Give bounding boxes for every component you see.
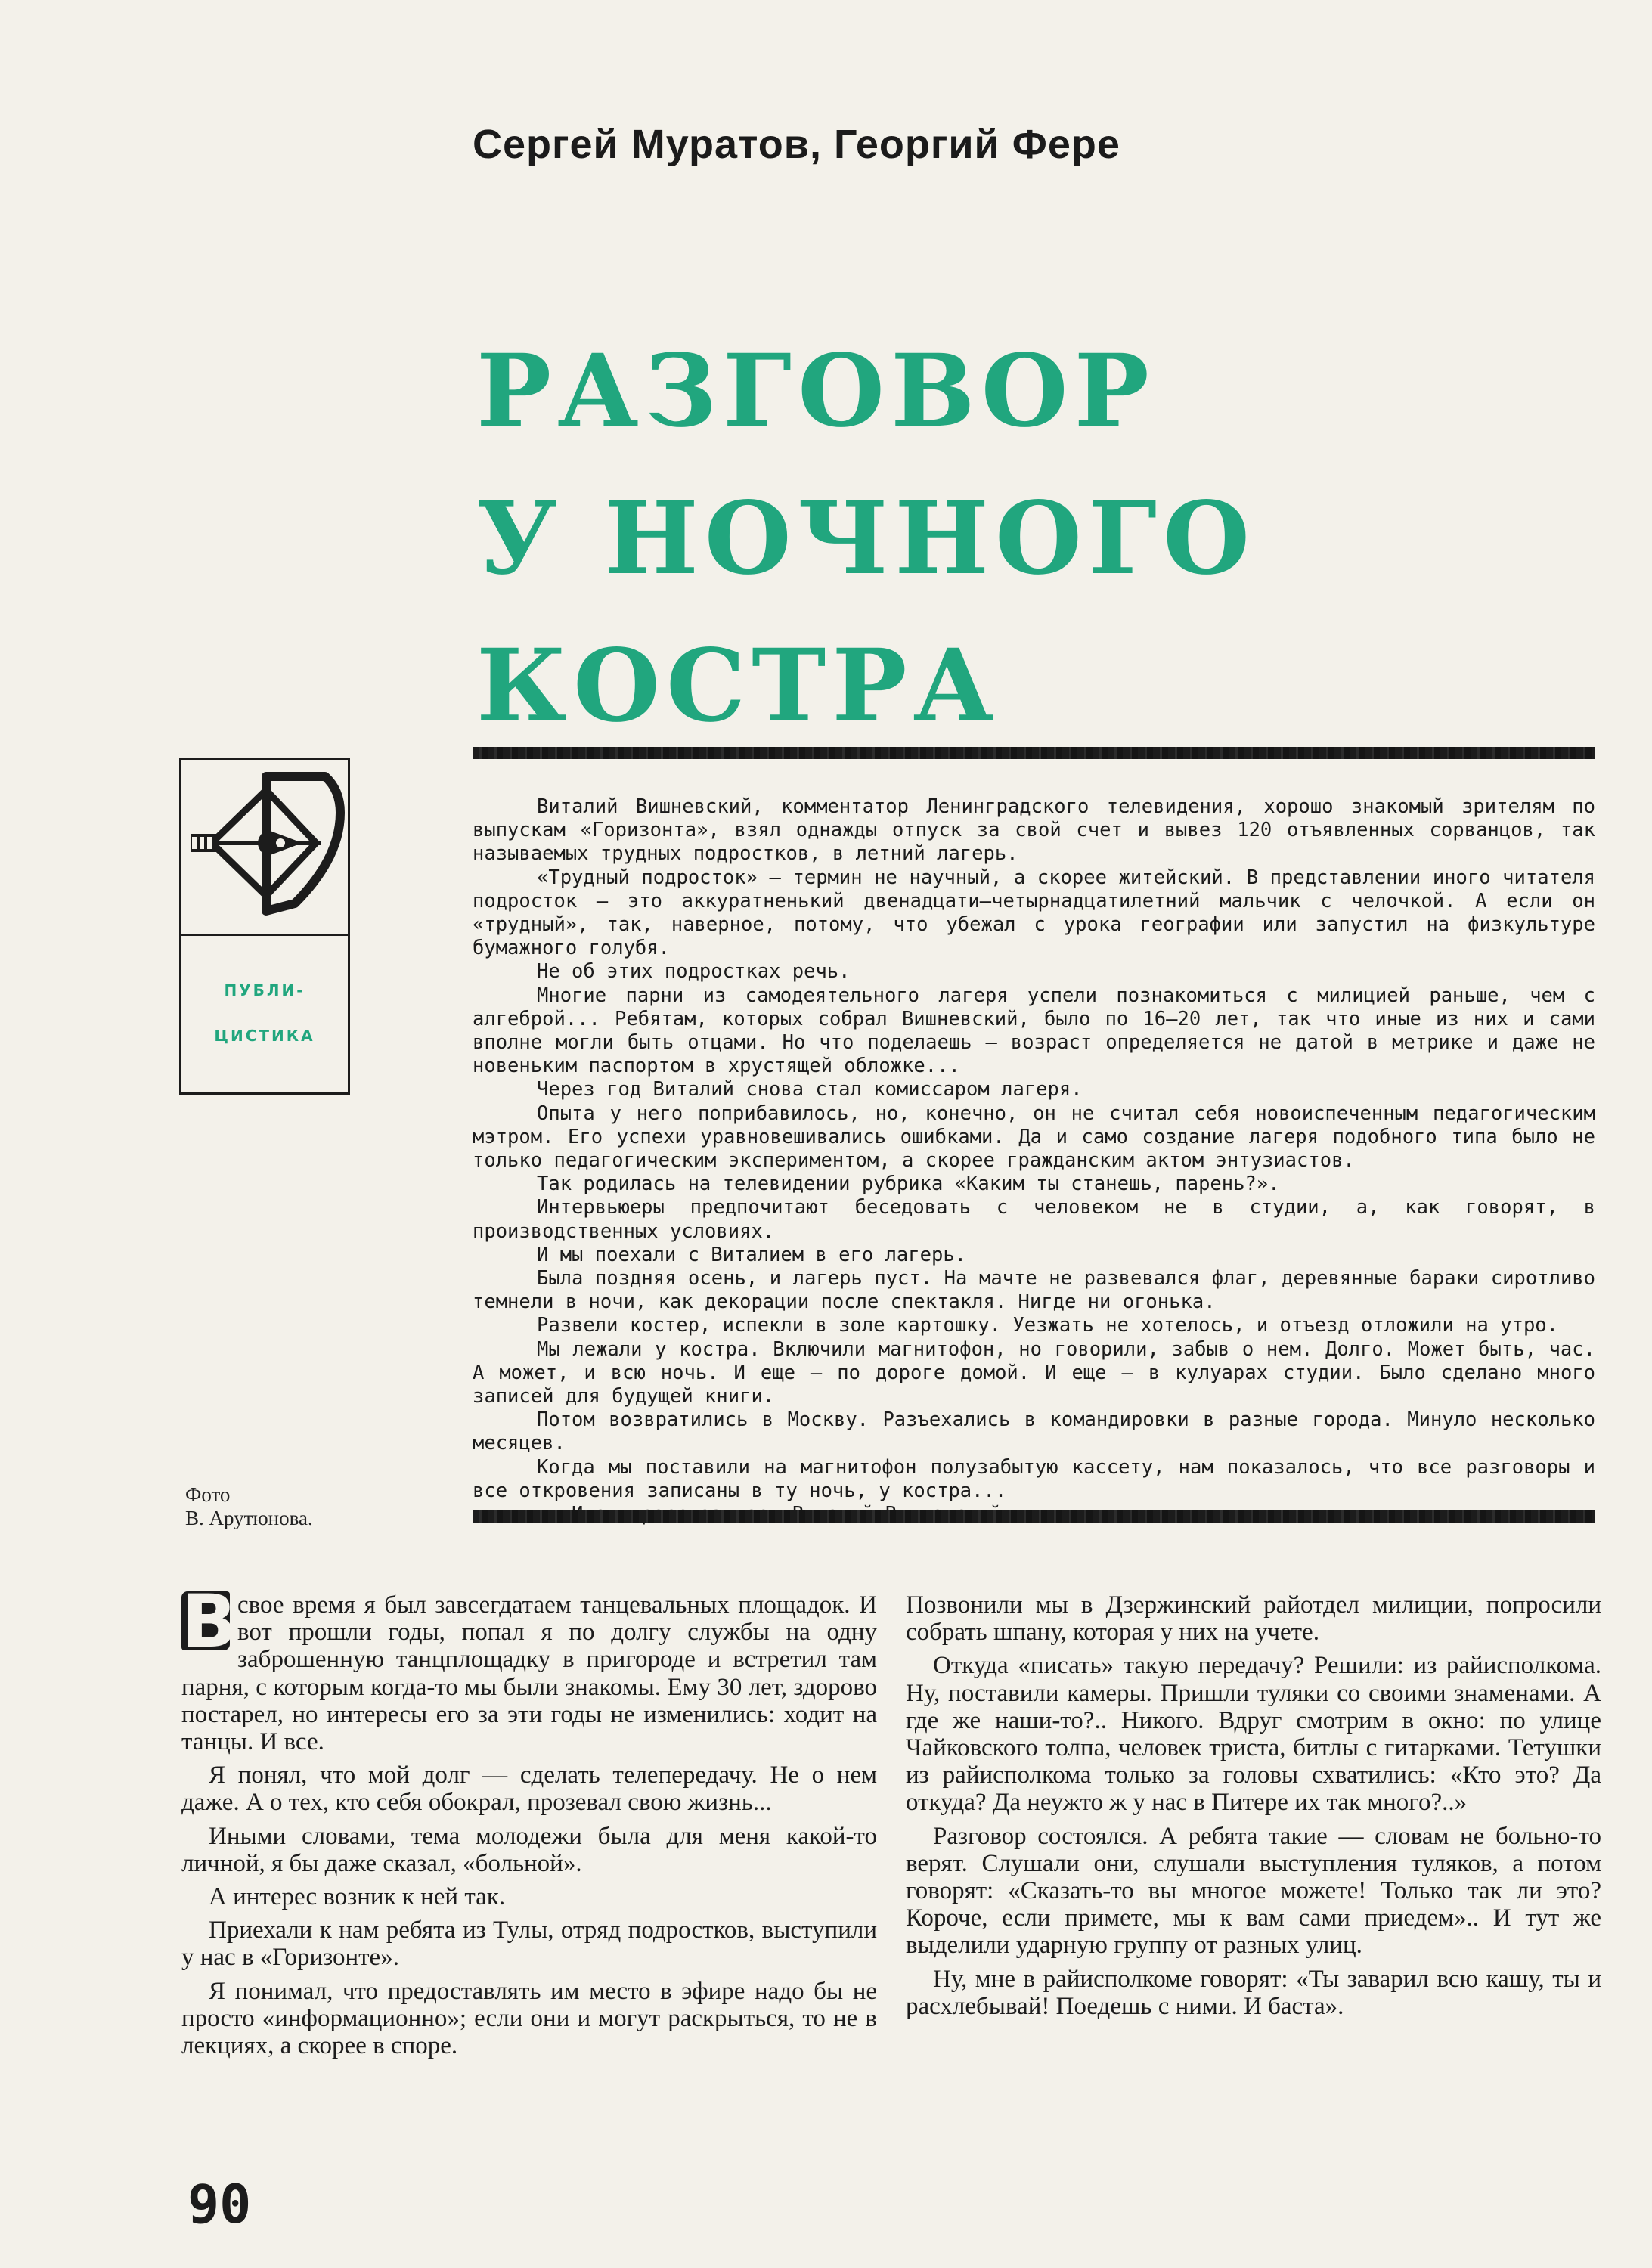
intro-paragraph: Не об этих подростках речь. <box>537 960 851 984</box>
paragraph: Откуда «писать» такую передачу? Решили: из райисполкома. Ну, поставили камеры. Пришли туляки со своими знаменами. А где же наши-то?.. Никого. Вдруг смотрим в окно: по улице Чайковского толпа, человек триста, битлы с гитарками. Тетушки из райисполкома только за головы схватились: «Кто это? Да откуда? Да неужто ж у нас в Питере их так много?..» <box>906 1652 1601 1817</box>
title-line: КОСТРА <box>476 627 1001 745</box>
intro-paragraph: Опыта у него поприбавилось, но, конечно, он не считал себя новоиспеченным педагогическим мэтром. Его успехи уравновешивались ошибками. Да и само создание лагеря подобного типа было не только педагогическим экспериментом, а скорее гражданским актом энтузиастов. <box>473 1101 1595 1173</box>
paragraph: Я понял, что мой долг — сделать телепередачу. Не о нем даже. А о тех, кто себя обокрал, прозевал свою жизнь... <box>181 1761 877 1817</box>
title-line: У НОЧНОГО <box>476 480 1257 597</box>
title-line: РАЗГОВОР <box>476 333 1155 450</box>
intro-paragraph: Потом возвратились в Москву. Разъехались в командировки в разные города. Минуло несколько месяцев. <box>473 1408 1595 1455</box>
paragraph: Приехали к нам ребята из Тулы, отряд подростков, выступили у нас в «Горизонте». <box>181 1916 877 1972</box>
photo-credit: Фото В. Арутюнова. <box>185 1483 313 1529</box>
bottom-divider <box>473 1510 1595 1523</box>
intro-paragraph: Когда мы поставили на магнитофон полузабытую кассету, нам показалось, что все разговоры и все откровения записаны в ту ночь, у костра... <box>473 1455 1595 1502</box>
paragraph: Разговор состоялся. А ребята такие — словам не больно-то верят. Слушали они, слушали выступления туляков, а потом говорят: «Сказать-то вы многое можете! Только так ли это? Короче, если примете, мы к вам сами приедем».. И тут же выделили ударную группу от разных улиц. <box>906 1822 1601 1960</box>
intro-paragraph: Так родилась на телевидении рубрика «Каким ты станешь, парень?». <box>537 1173 1280 1196</box>
paragraph: В свое время я был завсегдатаем танцевальных площадок. И вот прошли годы, попал я по долгу службы на одну заброшенную танцплощадку в пригороде и встретил там парня, с которым когда-то мы были знакомы. Ему 30 лет, здорово постарел, но интересы его за эти годы не изменились: ходит на танцы. И все. <box>181 1579 877 1756</box>
paragraph: Я понимал, что предоставлять им место в эфире надо бы не просто «информационно»; если они и могут раскрыться, то не в лекциях, а скорее в споре. <box>181 1977 877 2060</box>
intro-paragraph: Многие парни из самодеятельного лагеря успели познакомиться с милицией раньше, чем с алгеброй... Ребятам, которых собрал Вишневский, было по 16—20 лет, так что иные из них и сами вполне могли быть отцами. Но что поделаешь — возраст определяется не датой в метрике и даже не новеньким паспортом в хрустящей обложке... <box>473 984 1595 1078</box>
authors: Сергей Муратов, Георгий Фере <box>473 122 1120 167</box>
intro-paragraph: «Трудный подросток» — термин не научный, а скорее житейский. В представлении иного читателя подросток — это аккуратненький двенадцати—четырнадцатилетний мальчик с челочкой. А если он «трудный», так, наверное, потому, что убежал с урока географии или запустил на физкультуре бумажного голубя. <box>473 866 1595 960</box>
article-title <box>476 318 1256 760</box>
intro-paragraph: Была поздняя осень, и лагерь пуст. На мачте не развевался флаг, деревянные бараки сиротливо темнели в ночи, как декорации после спектакля. Нигде ни огонька. <box>473 1267 1595 1314</box>
top-divider <box>473 747 1595 759</box>
intro-paragraph: Виталий Вишневский, комментатор Ленинградского телевидения, хорошо знакомый зрителям по выпускам «Горизонта», взял однажды отпуск за свой счет и вывез 120 отъявленных сорванцов, так называемых трудных подростков, в летний лагерь. <box>473 795 1595 866</box>
intro-paragraph: Мы лежали у костра. Включили магнитофон, но говорили, забыв о нем. Долго. Может быть, час. А может, и всю ночь. И еще — по дороге домой. И еще — в кулуарах студии. Было сделано много записей для будущей книги. <box>473 1337 1595 1408</box>
intro-paragraph: Интервьюеры предпочитают беседовать с человеком не в студии, а, как говорят, в производственных условиях. <box>473 1196 1595 1243</box>
drop-cap: В <box>181 1579 237 1664</box>
paragraph: Позвонили мы в Дзержинский райотдел милиции, попросили собрать шпану, которая у них на учете. <box>906 1591 1601 1647</box>
column-left <box>181 1579 877 2065</box>
intro-paragraph: И мы поехали с Виталием в его лагерь. <box>537 1243 967 1266</box>
paragraph: Иными словами, тема молодежи была для меня какой-то личной, я бы даже сказал, «больной». <box>181 1822 877 1877</box>
rubric-box <box>179 758 350 1095</box>
bow-arrow-icon <box>181 760 348 936</box>
paragraph: А интерес возник к ней так. <box>209 1883 506 1911</box>
intro-text <box>473 795 1595 1526</box>
column-right <box>906 1591 1601 2026</box>
rubric-label: ПУБЛИ- ЦИСТИКА <box>214 981 315 1045</box>
intro-paragraph: Развели костер, испекли в золе картошку. Уезжать не хотелось, и отъезд отложили на утро. <box>537 1314 1559 1337</box>
page-number: 90 <box>188 2174 252 2235</box>
intro-paragraph: Через год Виталий снова стал комиссаром лагеря. <box>537 1078 1083 1101</box>
paragraph: Ну, мне в райисполкоме говорят: «Ты заварил всю кашу, ты и расхлебывай! Поедешь с ними. И баста». <box>906 1965 1601 2020</box>
